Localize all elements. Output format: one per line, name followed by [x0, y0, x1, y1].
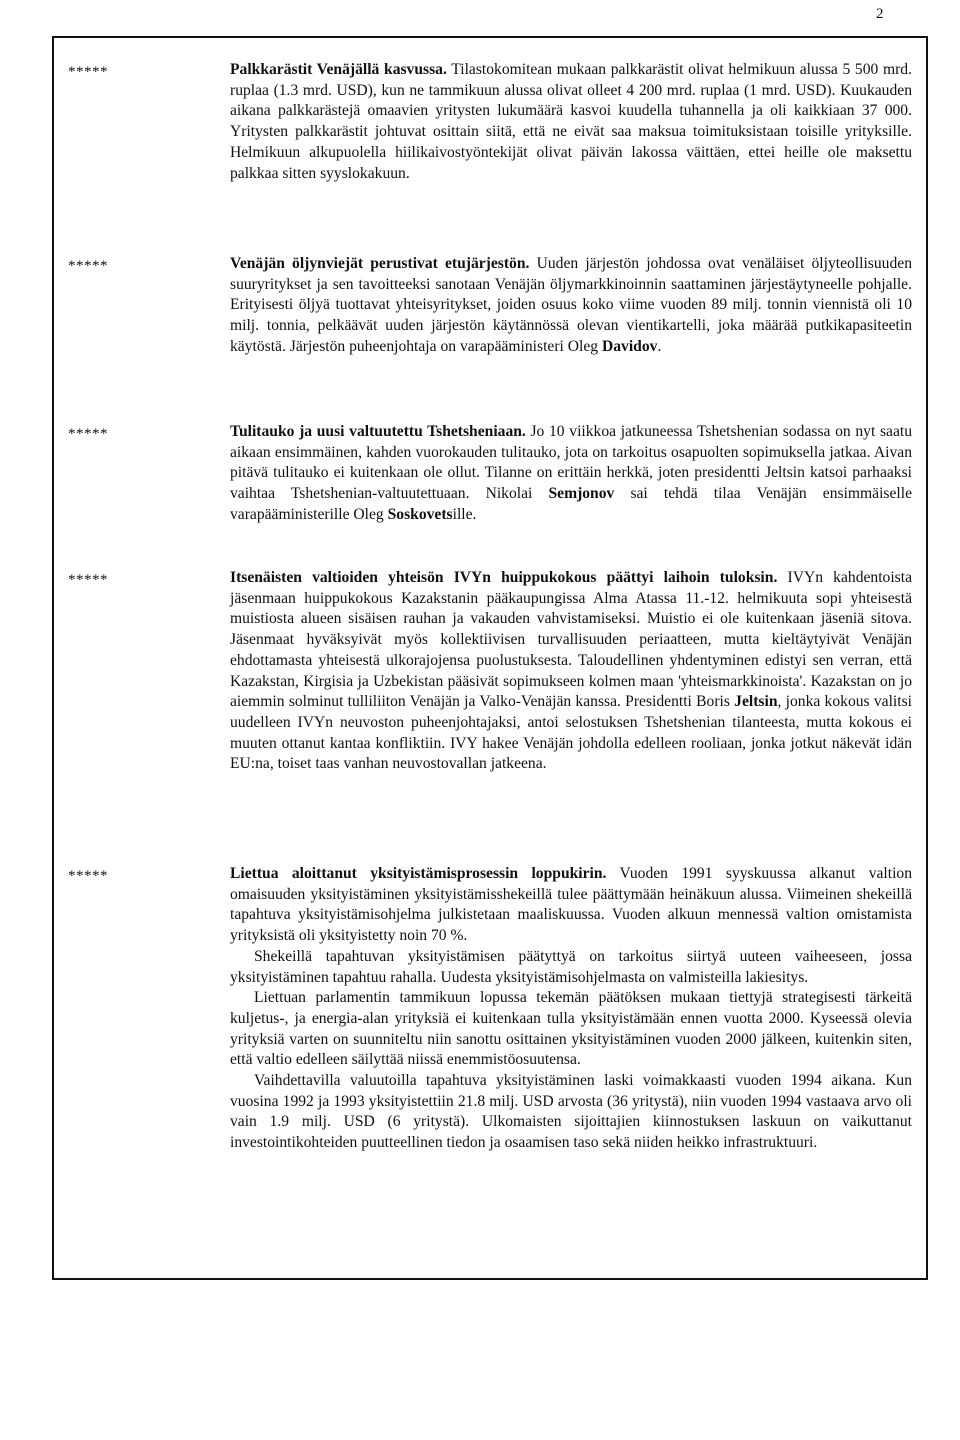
person-name: Semjonov [548, 485, 615, 503]
article-paragraph [230, 254, 912, 358]
article-marker: ***** [68, 258, 108, 274]
article-headline: Tulitauko ja uusi valtuutettu Tshetsheniaan. [230, 423, 526, 440]
article-paragraph: Shekeillä tapahtuvan yksityistämisen päätyttyä on tarkoitus siirtyä uuteen vaiheeseen, jossa yksityistäminen tapahtuu rahalla. Uudesta yksityistämisohjelmasta on valmisteilla lakiesitys. [230, 947, 912, 986]
bulletin-frame [52, 36, 928, 1280]
person-name: Soskovets [387, 505, 453, 523]
article-headline: Liettua aloittanut yksityistämisprosessin loppukirin. [230, 865, 607, 882]
article-body [230, 60, 912, 184]
article-paragraph [230, 864, 912, 947]
article-text: IVYn kahdentoista jäsenmaan huippukokous Kazakstanin pääkaupungissa Alma Atassa 11.-12. helmikuuta sopi yhteisestä muistiosta alueen sisäisen rauhan ja vakauden vahvistamiseksi. Muistio ei ole kuitenkaan jäseniä sitova. Jäsenmaat hyväksyivät myös kollektiivisen turvallisuuden periaatteen, mutta kieltäytyivät Venäjän ehdottamasta yhteisestä ulkorajojensa puolustuksesta. Taloudellinen yhdentyminen edistyi sen verran, että Kazakstan, Kirgisia ja Uzbekistan pääsivät sopimukseen kolmen maan 'yhteismarkkinoista'. Kazakstan on jo aiemmin solminut tulliliiton Venäjän ja Valko-Venäjän kanssa. Presidentti Boris [230, 569, 912, 711]
page-number: 2 [876, 6, 884, 22]
article-paragraph [230, 422, 912, 526]
article-headline: Itsenäisten valtioiden yhteisön IVYn huippukokous päättyi laihoin tuloksin. [230, 569, 778, 586]
person-name: Davidov [601, 337, 658, 355]
article-text: Uuden järjestön johdossa ovat venäläiset öljyteollisuuden suuryritykset ja sen tavoitteeksi sanotaan Venäjän öljymarkkinoinnin saattaminen järjestäytyneelle pohjalle. Erityisesti öljyä tuottavat yhteisyritykset, joiden osuus koko viime vuoden 89 milj. tonnin viennistä oli 10 milj. tonnia, pelkäävät uuden järjestön käytännössä olevan vientikartelli, joka määrää putkikapasiteetin käytöstä. Järjestön puheenjohtaja on varapääministeri Oleg [230, 255, 912, 355]
article-marker: ***** [68, 868, 108, 884]
article-text: Tilastokomitean mukaan palkkarästit olivat helmikuun alussa 5 500 mrd. ruplaa (1.3 mrd. USD), kun ne tammikuun alussa olivat olleet 4 200 mrd. ruplaa (1 mrd. USD). Kuukauden aikana palkkarästejä omaavien yritysten lukumäärä kasvoi kuudella tuhannella ja oli kaikkiaan 37 000. Yritysten palkkarästit johtuvat osittain siitä, että ne eivät saa maksua toimituksistaan toisille yrityksille. Helmikuun alkupuolella hiilikaivostyöntekijät olivat päivän lakossa väittäen, ettei heille ole maksettu palkkaa sitten syyslokakuun. [230, 61, 913, 182]
article-body [230, 254, 912, 358]
article-headline: Palkkarästit Venäjällä kasvussa. [230, 61, 447, 78]
person-name: Jeltsin [734, 693, 778, 711]
article-paragraph [230, 568, 912, 775]
article-body [230, 864, 912, 1154]
article-text: ille. [452, 505, 477, 523]
article-text: Vuoden 1991 syyskuussa alkanut valtion omaisuuden yksityistäminen yksityistämisshekeillä tulee päättymään heinäkuun alussa. Viimeinen shekeillä tapahtuva yksityistämisohjelma julkistetaan maaliskuussa. Vuoden alkuun mennessä valtion omistamista yrityksistä oli yksityistetty noin 70 %. [230, 865, 913, 945]
article-paragraph [230, 60, 912, 184]
article-body [230, 568, 912, 775]
article-marker: ***** [68, 64, 108, 80]
article-marker: ***** [68, 572, 108, 588]
article-paragraph: Vaihdettavilla valuutoilla tapahtuva yksityistäminen laski voimakkaasti vuoden 1994 aikana. Kun vuosina 1992 ja 1993 yksityistettiin 21.8 milj. USD arvosta (36 yritystä), niin vuoden 1994 vastaava arvo oli vain 1.9 milj. USD (6 yritystä). Ulkomaisten sijoittajien kiinnostuksen laskuun on vaikuttanut investointikohteiden puutteellinen tiedon ja osaamisen taso sekä niiden heikko infrastruktuuri. [230, 1072, 912, 1152]
article-body [230, 422, 912, 526]
article-marker: ***** [68, 426, 108, 442]
article-text: Jo 10 viikkoa jatkuneessa Tshetshenian sodassa on nyt saatu aikaan ensimmäinen, kahden vuorokauden tulitauko, jota on tarkoitus osapuolten sopimuksella jatkaa. Aivan pitävä tulitauko ei kuitenkaan ole ollut. Tilanne on erittäin herkkä, joten presidentti Jeltsin katsoi parhaaksi vaihtaa Tshetshenian-valtuutettuaan. Nikolai [230, 423, 912, 503]
article-text: sai tehdä tilaa Venäjän ensimmäiselle varapääministerille Oleg [230, 485, 912, 523]
article-text: . [657, 337, 662, 355]
article-headline: Venäjän öljynviejät perustivat etujärjestön. [230, 255, 530, 272]
article-text: , jonka kokous valitsi uudelleen IVYn neuvoston puheenjohtajaksi, antoi selostuksen Tshetshenian tilanteesta, mutta kokous ei muuten ottanut kantaa konfliktiin. IVY hakee Venäjän johdolla edelleen rooliaan, jonka jotkut näkevät idän EU:na, toiset taas vanhan neuvostovallan jatkeena. [230, 693, 912, 773]
article-paragraph: Liettuan parlamentin tammikuun lopussa tekemän päätöksen mukaan tiettyjä strategisesti tärkeitä kuljetus-, ja energia-alan yrityksiä ei kuitenkaan tulla yksityistämään ennen vuotta 2000. Kyseessä olevia yrityksiä varten on suunniteltu niin sanottu osittainen yksityistäminen vuoden 2000 jälkeen, kuitenkin siten, että valtio edelleen säilyttää niissä enemmistöosuutensa. [230, 989, 912, 1069]
